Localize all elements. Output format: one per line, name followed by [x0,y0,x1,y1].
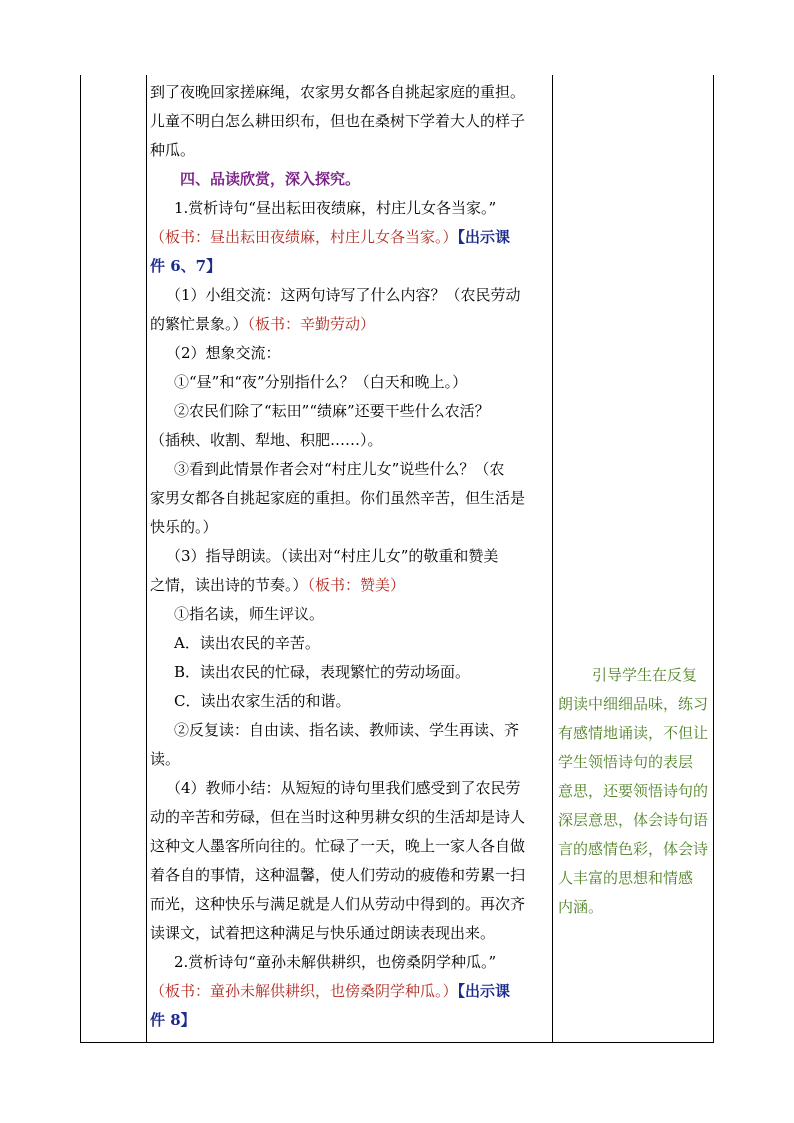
question-2b-answer: （插秧、收割、犁地、积肥……）。 [150,431,383,449]
answer-text: 的繁忙景象。） [150,315,248,333]
side-note-line: 学生领悟诗句的表层 [558,753,694,771]
board-note-open: （板书： [150,982,211,1000]
question-1: （1）小组交流：这两句诗写了什么内容？（农民劳动 [166,286,521,304]
board-note-open: （板书： [150,228,211,246]
teacher-summary-line: 而光，这种快乐与满足就是人们从劳动中得到的。再次齐 [150,895,526,913]
column-divider-1 [146,75,147,1043]
board-note-line [150,223,552,252]
board-note-text: 童孙未解供耕织，也傍桑阴学种瓜 [210,982,436,1000]
reading-option-b: B．读出农民的忙碌，表现繁忙的劳动场面。 [174,663,471,681]
question-2a: ①“昼”和“夜”分别指什么？（白天和晚上。） [174,373,468,391]
board-note-close: 。） [435,228,458,246]
board-note: （板书：赞美） [307,576,406,594]
teacher-summary-line: 读课文，试着把这种满足与快乐通过朗读表现出来。 [150,924,496,942]
teacher-summary-line: 这种文人墨客所向往的。忙碌了一天，晚上一家人各自做 [150,837,526,855]
reading-option-a: A．读出农民的辛苦。 [174,634,320,652]
section-heading: 四、品读欣赏，深入探究。 [180,170,361,188]
board-note-line [150,977,552,1006]
paragraph-line: 种瓜。 [150,141,196,159]
teacher-summary-line: 着各自的事情，这种温馨，使人们劳动的疲倦和劳累一扫 [150,866,526,884]
side-note-line: 意思，还要领悟诗句的 [558,782,709,800]
teacher-summary-line: （4）教师小结：从短短的诗句里我们感受到了农民劳 [166,779,521,797]
side-note-line: 内涵。 [558,898,604,916]
side-note-line: 人丰富的思想和情感 [558,869,694,887]
board-note-close: 。） [435,982,458,1000]
question-2-title: （2）想象交流： [166,344,281,362]
question-2c-answer: 家男女都各自挑起家庭的重担。你们虽然辛苦，但生活是 [150,489,526,507]
teaching-process-column [150,78,552,1035]
question-2b: ②农民们除了“耘田”“绩麻”还要干些什么农活？ [174,402,490,420]
courseware-label: 【出示课 [457,228,511,246]
courseware-label: 【出示课 [457,982,511,1000]
question-3-line [150,571,552,600]
design-intent-note [558,661,714,922]
courseware-label: 件 8】 [150,1011,196,1029]
teacher-summary-line: 动的辛苦和劳碌，但在当时这种男耕女织的生活却是诗人 [150,808,526,826]
question-3-text: 之情，读出诗的节奏。） [150,576,308,594]
question-3: （3）指导朗读。（读出对“村庄儿女”的敬重和赞美 [166,547,499,565]
side-note-line: 引导学生在反复 [592,666,698,684]
paragraph-line: 儿童不明白怎么耕田织布，但也在桑树下学着大人的样子 [150,112,526,130]
question-2c-answer: 快乐的。） [150,518,218,536]
poem-analysis-1: 1.赏析诗句“昼出耘田夜绩麻，村庄儿女各当家。” [174,199,497,217]
column-divider-2 [552,75,553,1043]
board-note-text: 昼出耘田夜绩麻，村庄儿女各当家 [210,228,436,246]
table-border-left [80,75,81,1043]
side-note-line: 有感情地诵读，不但让 [558,724,709,742]
reading-step-1: ①指名读，师生评议。 [174,605,325,623]
courseware-label: 件 6、7】 [150,257,222,275]
reading-step-2-cont: 读。 [150,750,181,768]
side-note-line: 朗读中细细品味，练习 [558,695,709,713]
side-note-line: 言的感情色彩，体会诗 [558,840,709,858]
board-note: （板书：辛勤劳动） [247,315,376,333]
reading-option-c: C．读出农家生活的和谐。 [174,692,351,710]
table-border-bottom [80,1042,714,1043]
paragraph-line: 到了夜晚回家搓麻绳，农家男女都各自挑起家庭的重担。 [150,83,526,101]
question-2c: ③看到此情景作者会对“村庄儿女”说些什么？（农 [174,460,505,478]
reading-step-2: ②反复读：自由读、指名读、教师读、学生再读、齐 [174,721,520,739]
side-note-line: 深层意思，体会诗句语 [558,811,709,829]
poem-analysis-2: 2.赏析诗句“童孙未解供耕织，也傍桑阴学种瓜。” [174,953,497,971]
question-1-answer [150,310,552,339]
